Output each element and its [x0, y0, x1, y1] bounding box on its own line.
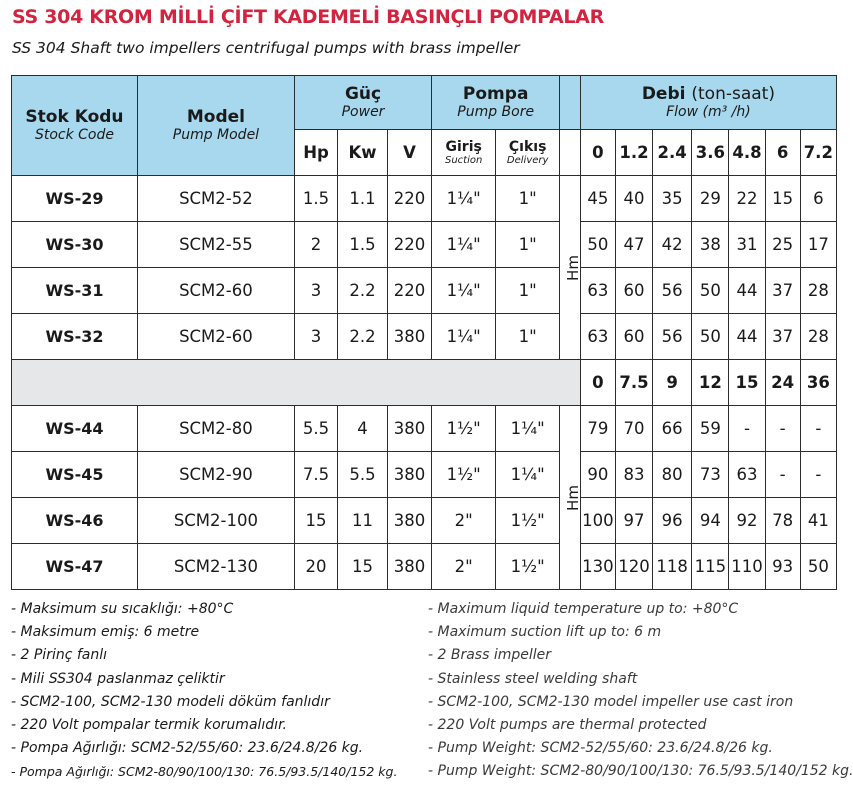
flow-col: 7.2	[800, 130, 836, 176]
hm-cell: -	[765, 452, 800, 498]
stock-code: WS-45	[12, 452, 138, 498]
header-delivery: Çıkış Delivery	[496, 130, 560, 176]
hm-cell: 78	[765, 498, 800, 544]
flow-col: 12	[692, 360, 729, 406]
volt-cell: 380	[387, 498, 431, 544]
hm-cell: 100	[580, 498, 615, 544]
kw-cell: 11	[338, 498, 388, 544]
delivery-cell: 1"	[496, 176, 560, 222]
volt-cell: 380	[387, 452, 431, 498]
kw-cell: 1.5	[338, 222, 388, 268]
hm-cell: 63	[580, 314, 615, 360]
header-hp: Hp	[294, 130, 337, 176]
note-line: - 2 Brass impeller	[428, 647, 552, 664]
pump-model: SCM2-90	[137, 452, 294, 498]
hp-cell: 20	[294, 544, 337, 590]
hm-cell: 66	[653, 406, 692, 452]
flow-col: 2.4	[653, 130, 692, 176]
hm-cell: 25	[765, 222, 800, 268]
suction-cell: 1½"	[432, 452, 496, 498]
hm-cell: 37	[765, 268, 800, 314]
hm-cell: 90	[580, 452, 615, 498]
hm-cell: 38	[692, 222, 729, 268]
hm-cell: 120	[615, 544, 652, 590]
hm-cell: 56	[653, 314, 692, 360]
header-spacer	[560, 76, 581, 130]
hm-cell: 50	[800, 544, 836, 590]
stock-code: WS-32	[12, 314, 138, 360]
hp-cell: 3	[294, 314, 337, 360]
flow-col: 7.5	[615, 360, 652, 406]
suction-cell: 1¼"	[432, 222, 496, 268]
hm-cell: 63	[729, 452, 765, 498]
stock-code: WS-29	[12, 176, 138, 222]
hm-cell: 63	[580, 268, 615, 314]
note-line: - Mili SS304 paslanmaz çeliktir	[11, 670, 225, 687]
pump-spec-table	[11, 75, 837, 590]
hm-cell: 50	[692, 314, 729, 360]
hm-cell: 118	[653, 544, 692, 590]
delivery-cell: 1¼"	[496, 452, 560, 498]
hm-cell: 50	[692, 268, 729, 314]
header-spacer-2	[560, 130, 581, 176]
hm-cell: 45	[580, 176, 615, 222]
flow-col: 1.2	[615, 130, 652, 176]
flow-col: 4.8	[729, 130, 765, 176]
flow-col: 6	[765, 130, 800, 176]
flow-subheader-row	[12, 360, 837, 406]
table-row	[12, 406, 837, 452]
flow-col: 9	[653, 360, 692, 406]
hm-cell: 56	[653, 268, 692, 314]
table-row	[12, 452, 837, 498]
hm-cell: 115	[692, 544, 729, 590]
note-line: - 220 Volt pumps are thermal protected	[428, 716, 707, 733]
flow-col: 36	[800, 360, 836, 406]
notes-turkish	[11, 598, 397, 784]
note-line: - Pump Weight: SCM2-52/55/60: 23.6/24.8/26 kg.	[428, 740, 773, 757]
hm-cell: 29	[692, 176, 729, 222]
pump-model: SCM2-52	[137, 176, 294, 222]
hp-cell: 3	[294, 268, 337, 314]
page-subtitle: SS 304 Shaft two impellers centrifugal pumps with brass impeller	[12, 39, 520, 57]
table-row	[12, 176, 837, 222]
flow-col: 0	[580, 130, 615, 176]
hm-cell: 93	[765, 544, 800, 590]
hm-cell: -	[765, 406, 800, 452]
note-line: - Maksimum su sıcaklığı: +80°C	[11, 601, 234, 617]
flow-col: 24	[765, 360, 800, 406]
note-line: - SCM2-100, SCM2-130 modeli döküm fanlıdır	[11, 693, 330, 710]
hm-cell: -	[800, 452, 836, 498]
pump-model: SCM2-100	[137, 498, 294, 544]
note-line: - Pompa Ağırlığı: SCM2-80/90/100/130: 76.5/93.5/140/152 kg.	[11, 764, 398, 780]
hm-cell: 96	[653, 498, 692, 544]
note-line: - SCM2-100, SCM2-130 model impeller use cast iron	[428, 693, 794, 710]
header-flow: Debi (ton-saat) Flow (m³ /h)	[580, 76, 836, 130]
hm-cell: 17	[800, 222, 836, 268]
note-line: - Pump Weight: SCM2-80/90/100/130: 76.5/93.5/140/152 kg.	[428, 763, 853, 780]
hm-cell: 110	[729, 544, 765, 590]
hm-cell: 44	[729, 268, 765, 314]
suction-cell: 1¼"	[432, 176, 496, 222]
notes-english	[428, 598, 853, 784]
pump-model: SCM2-130	[137, 544, 294, 590]
note-line: - Stainless steel welding shaft	[428, 670, 638, 687]
flow-col: 3.6	[692, 130, 729, 176]
suction-cell: 1¼"	[432, 314, 496, 360]
header-pump-bore: Pompa Pump Bore	[432, 76, 560, 130]
hm-cell: 79	[580, 406, 615, 452]
separator-band	[12, 360, 581, 406]
kw-cell: 15	[338, 544, 388, 590]
table-row	[12, 498, 837, 544]
hp-cell: 2	[294, 222, 337, 268]
volt-cell: 380	[387, 314, 431, 360]
hm-cell: 6	[800, 176, 836, 222]
delivery-cell: 1"	[496, 268, 560, 314]
hm-cell: -	[800, 406, 836, 452]
hm-cell: 44	[729, 314, 765, 360]
hm-label: Hm	[560, 176, 581, 360]
hp-cell: 1.5	[294, 176, 337, 222]
hm-cell: 37	[765, 314, 800, 360]
hm-label: Hm	[560, 406, 581, 590]
kw-cell: 2.2	[338, 268, 388, 314]
header-stock-code: Stok Kodu Stock Code	[12, 76, 138, 176]
hm-cell: 94	[692, 498, 729, 544]
flow-col: 15	[729, 360, 765, 406]
suction-cell: 1¼"	[432, 268, 496, 314]
pump-model: SCM2-55	[137, 222, 294, 268]
table-row	[12, 268, 837, 314]
hm-cell: 59	[692, 406, 729, 452]
table-row	[12, 544, 837, 590]
pump-model: SCM2-80	[137, 406, 294, 452]
table-row	[12, 222, 837, 268]
header-model: Model Pump Model	[137, 76, 294, 176]
stock-code: WS-44	[12, 406, 138, 452]
note-line: - 2 Pirinç fanlı	[11, 647, 108, 664]
flow-col: 0	[580, 360, 615, 406]
hm-cell: 22	[729, 176, 765, 222]
delivery-cell: 1¼"	[496, 406, 560, 452]
note-line: - Pompa Ağırlığı: SCM2-52/55/60: 23.6/24.8/26 kg.	[11, 740, 364, 757]
hm-cell: 31	[729, 222, 765, 268]
hp-cell: 5.5	[294, 406, 337, 452]
hm-cell: 83	[615, 452, 652, 498]
note-line: - 220 Volt pompalar termik korumalıdır.	[11, 716, 287, 733]
volt-cell: 220	[387, 176, 431, 222]
kw-cell: 1.1	[338, 176, 388, 222]
hm-cell: 41	[800, 498, 836, 544]
hm-cell: 130	[580, 544, 615, 590]
hm-cell: 47	[615, 222, 652, 268]
pump-model: SCM2-60	[137, 314, 294, 360]
page-title: SS 304 KROM MİLLİ ÇİFT KADEMELİ BASINÇLI POMPALAR	[12, 6, 604, 28]
hp-cell: 15	[294, 498, 337, 544]
volt-cell: 220	[387, 268, 431, 314]
hm-cell: 35	[653, 176, 692, 222]
pump-model: SCM2-60	[137, 268, 294, 314]
volt-cell: 380	[387, 406, 431, 452]
stock-code: WS-46	[12, 498, 138, 544]
note-line: - Maksimum emiş: 6 metre	[11, 624, 200, 641]
hm-cell: 97	[615, 498, 652, 544]
note-line: - Maximum liquid temperature up to: +80°C	[428, 601, 739, 617]
stock-code: WS-30	[12, 222, 138, 268]
hm-cell: -	[729, 406, 765, 452]
delivery-cell: 1"	[496, 314, 560, 360]
header-kw: Kw	[338, 130, 388, 176]
stock-code: WS-47	[12, 544, 138, 590]
delivery-cell: 1"	[496, 222, 560, 268]
suction-cell: 2"	[432, 544, 496, 590]
hm-cell: 92	[729, 498, 765, 544]
hm-cell: 70	[615, 406, 652, 452]
note-line: - Maximum suction lift up to: 6 m	[428, 624, 662, 641]
hm-cell: 28	[800, 268, 836, 314]
stock-code: WS-31	[12, 268, 138, 314]
header-volt: V	[387, 130, 431, 176]
kw-cell: 5.5	[338, 452, 388, 498]
hm-cell: 50	[580, 222, 615, 268]
hm-cell: 80	[653, 452, 692, 498]
header-suction: Giriş Suction	[432, 130, 496, 176]
hm-cell: 15	[765, 176, 800, 222]
table-row	[12, 314, 837, 360]
hm-cell: 73	[692, 452, 729, 498]
hm-cell: 60	[615, 314, 652, 360]
delivery-cell: 1½"	[496, 498, 560, 544]
header-power: Güç Power	[294, 76, 431, 130]
suction-cell: 2"	[432, 498, 496, 544]
hm-cell: 28	[800, 314, 836, 360]
volt-cell: 380	[387, 544, 431, 590]
delivery-cell: 1½"	[496, 544, 560, 590]
hm-cell: 60	[615, 268, 652, 314]
suction-cell: 1½"	[432, 406, 496, 452]
hm-cell: 40	[615, 176, 652, 222]
kw-cell: 4	[338, 406, 388, 452]
volt-cell: 220	[387, 222, 431, 268]
kw-cell: 2.2	[338, 314, 388, 360]
hm-cell: 42	[653, 222, 692, 268]
hp-cell: 7.5	[294, 452, 337, 498]
